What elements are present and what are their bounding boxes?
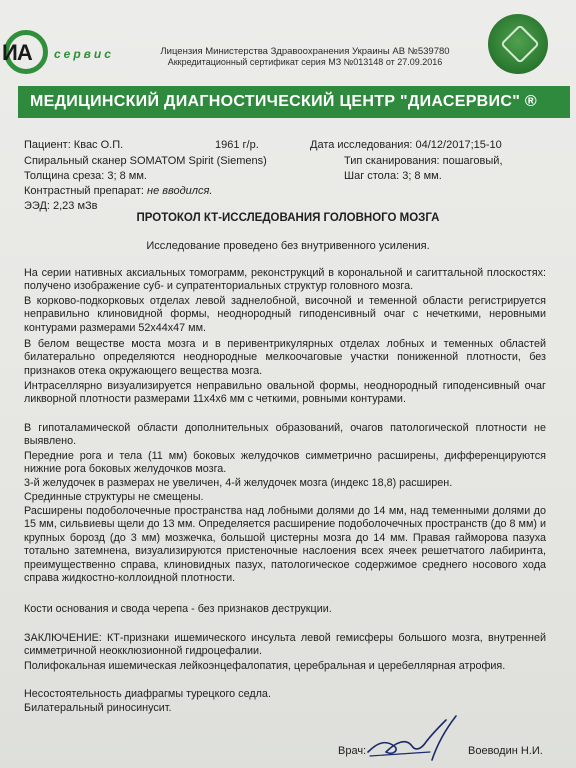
scanner-model: Спиральный сканер SOMATOM Spirit (Siemens) [24, 155, 267, 167]
patient-name: Пациент: Квас О.П. [24, 139, 124, 151]
paragraph-6: 3-й желудочек в размерах не увеличен, 4-й желудочек мозга (индекс 18,8) расширен. [24, 477, 453, 489]
license-line-1: Лицензия Министерства Здравоохранения Украины АВ №539780 [160, 46, 450, 57]
doctor-label: Врач: [338, 745, 367, 757]
conclusion-line-2: Несостоятельность диафрагмы турецкого седла. [24, 688, 271, 700]
logo-subtitle: сервис [54, 47, 114, 61]
paragraph-7: Срединные структуры не смещены. [24, 491, 204, 503]
paragraph-0: На серии нативных аксиальных томограмм, реконструкций в корональной и сагиттальной плоскостях: получено изображение суб- и супратенториальных структур головного мозга. [24, 267, 546, 293]
seal-icon [488, 14, 548, 74]
protocol-intro: Исследование проведено без внутривенного усиления. [146, 240, 430, 252]
scan-type: Тип сканирования: пошаговый, [344, 155, 503, 167]
license-line-2: Аккредитационный сертификат серия МЗ №013148 от 27.09.2016 [167, 57, 443, 67]
paragraph-2: В белом веществе моста мозга и в перивентрикулярных отделах лобных и теменных областей билатерально определяются неоднородные мелкоочаговые участки пониженной плотности, без признаков отека окружающего вещества мозга. [24, 338, 546, 377]
paragraph-3: Интраселлярно визуализируется неправильно овальной формы, неоднородный гиподенсивный очаг ликворной плотности размерами 11х4х6 мм с четкими, ровными контурами. [24, 380, 546, 406]
paragraph-9: Кости основания и свода черепа - без признаков деструкции. [24, 603, 332, 615]
slice-thickness: Толщина среза: 3; 8 мм. [24, 170, 147, 182]
handwritten-signature [366, 712, 462, 762]
conclusion-line-3: Билатеральный риносинусит. [24, 702, 172, 714]
table-step: Шаг стола: 3; 8 мм. [344, 170, 442, 182]
paragraph-5: Передние рога и тела (11 мм) боковых желудочков симметрично расширены, дифференцируются нижние рога боковых желудочков мозга. [24, 450, 546, 476]
study-date: Дата исследования: 04/12/2017;15-10 [310, 139, 502, 151]
conclusion-line-1: Полифокальная ишемическая лейкоэнцефалопатия, церебральная и церебеллярная атрофия. [24, 660, 506, 672]
contrast-label: Контрастный препарат: [24, 185, 144, 197]
contrast-agent [24, 185, 212, 198]
center-banner: МЕДИЦИНСКИЙ ДИАГНОСТИЧЕСКИЙ ЦЕНТР "ДИАСЕРВИС" ® [18, 86, 570, 118]
effective-dose: ЭЭД: 2,23 мЗв [24, 200, 98, 212]
protocol-title: ПРОТОКОЛ КТ-ИССЛЕДОВАНИЯ ГОЛОВНОГО МОЗГА [136, 212, 440, 224]
conclusion-line-0: ЗАКЛЮЧЕНИЕ: КТ-признаки ишемического инсульта левой гемисферы большого мозга, внутренней симметричной неокклюзионной гидроцефалии. [24, 632, 546, 658]
contrast-value: не вводился. [147, 185, 213, 197]
patient-birth-year: 1961 г/р. [215, 139, 259, 151]
logo-text: ИА [2, 40, 32, 65]
paragraph-1: В корково-подкорковых отделах левой заднелобной, височной и теменной области регистрируется неправильно клиновидной формы, неоднородный гиподенсивный очаг с нечеткими, неровными контурами размерами 52х44х47 мм. [24, 295, 546, 334]
license-info [150, 46, 460, 68]
paragraph-4: В гипоталамической области дополнительных образований, очагов патологической плотности не выявлено. [24, 422, 546, 448]
doctor-name: Воеводин Н.И. [468, 745, 543, 757]
paragraph-8: Расширены подоболочечные пространства над лобными долями до 14 мм, над теменными долями до 15 мм, сильвиевы щели до 13 мм. Определяется расширение подоболочечных пространств (до 8 мм) и крупных борозд (до 3 мм) мозжечка, большой цистерны мозга до 14 мм. Правая гайморова пазуха тотально затемнена, визуализируются пристеночные наслоения всех ячеек решетчатого лабиринта, преимущественно справа, клиновидных пазух, патологическое содержимое среднего носового хода справа жидкостно-коллоидной плотности. [24, 505, 547, 585]
